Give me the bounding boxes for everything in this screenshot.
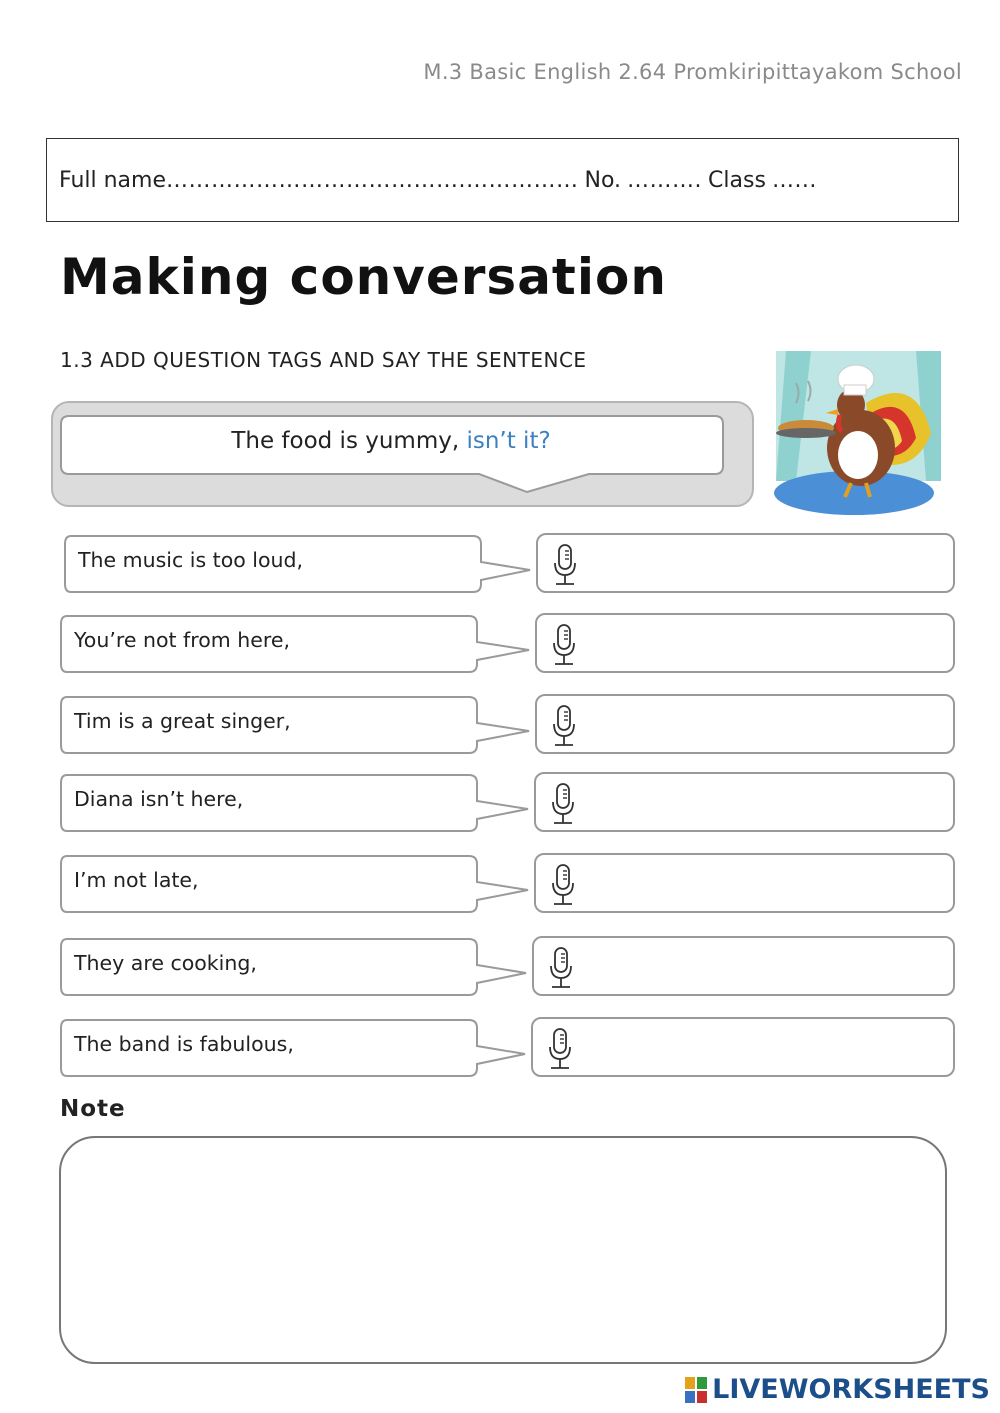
microphone-icon [546,946,576,990]
logo-text: LIVEWORKSHEETS [712,1374,990,1405]
answer-box[interactable] [532,936,955,996]
microphone-icon [548,863,578,907]
answer-input[interactable] [591,702,943,746]
no-dots: ………. [627,167,703,193]
exercise-prompt: Diana isn’t here, [74,787,244,811]
note-box[interactable] [59,1136,947,1364]
full-name-dots: ………………………………….…………… [166,167,579,193]
answer-input[interactable] [592,541,943,585]
liveworksheets-logo [684,1374,990,1405]
answer-box[interactable] [531,1017,955,1077]
answer-box[interactable] [534,853,955,913]
example-statement: The food is yummy, [231,428,460,454]
answer-box[interactable] [536,533,955,593]
answer-input[interactable] [590,780,943,824]
full-name-label: Full name [59,167,167,193]
page-title: Making conversation [60,248,667,306]
note-label: Note [60,1096,126,1122]
exercise-prompt: I’m not late, [74,868,199,892]
microphone-icon [548,782,578,826]
microphone-icon [549,704,579,748]
exercise-prompt: They are cooking, [74,951,257,975]
answer-box[interactable] [534,772,955,832]
microphone-icon [545,1027,575,1071]
answer-box[interactable] [535,613,955,673]
answer-input[interactable] [587,1025,943,1069]
example-tag: isn’t it? [466,428,551,454]
answer-input[interactable] [588,944,943,988]
no-label: No. [584,167,622,193]
class-dots: …... [771,167,817,193]
exercise-prompt: Tim is a great singer, [74,709,291,733]
microphone-icon [549,623,579,667]
example-sentence [60,428,722,454]
class-label: Class [708,167,766,193]
exercise-prompt: The band is fabulous, [74,1032,294,1056]
answer-input[interactable] [590,861,943,905]
answer-box[interactable] [535,694,955,754]
instruction: 1.3 ADD QUESTION TAGS AND SAY THE SENTENCE [60,348,587,372]
exercise-prompt: You’re not from here, [74,628,290,652]
student-info-box [46,138,959,222]
note-input[interactable] [81,1154,925,1346]
header-note: M.3 Basic English 2.64 Promkiripittayakom School [423,60,962,84]
logo-mark-icon [684,1376,708,1404]
exercise-prompt: The music is too loud, [78,548,304,572]
turkey-chef-illustration [766,343,946,518]
answer-input[interactable] [591,621,943,665]
microphone-icon [550,543,580,587]
